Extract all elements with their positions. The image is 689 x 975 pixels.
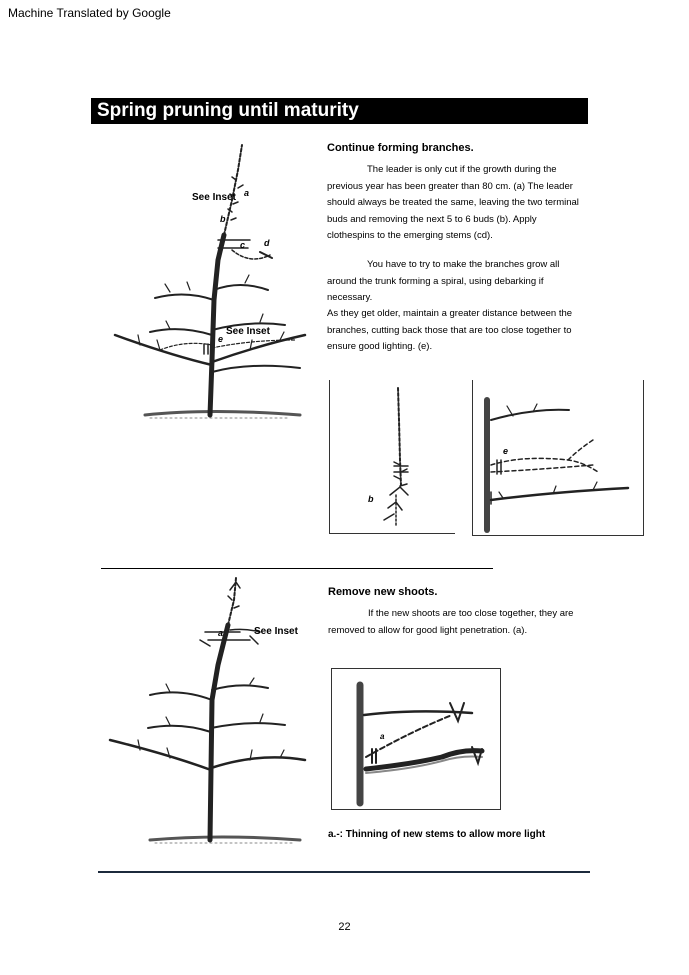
- see-inset-label-mid: See Inset: [226, 326, 270, 337]
- section1-paragraph-3: As they get older, maintain a greater distance between the branches, cutting back those that are too close together to ensure good lighting. (e).: [327, 308, 573, 352]
- section1-paragraph-1: The leader is only cut if the growth during the previous year has been greater than 80 cm. (a) The leader should always be treated the same, leaving the two terminal buds and removing the next 5 to 6 buds (b). Apply clothespins to the emerging stems (cd).: [327, 164, 579, 241]
- section2-paragraph-1: If the new shoots are too close together, they are removed to allow for good light penetration. (a).: [328, 608, 574, 636]
- label-d: d: [264, 238, 270, 248]
- inset-leader-buds: [329, 380, 455, 534]
- label-c: c: [240, 240, 246, 250]
- machine-translation-note: Machine Translated by Google: [8, 6, 171, 20]
- section1-paragraph-2: You have to try to make the branches grow all around the trunk forming a spiral, using debarking if necessary.: [327, 259, 560, 303]
- tree-figure-remove-shoots: [100, 570, 320, 845]
- inset-right-label-e: e: [503, 446, 509, 456]
- inset-left-label-b: b: [368, 494, 374, 504]
- label-e1: e: [218, 334, 224, 344]
- inset-branch-spacing: [472, 380, 644, 536]
- see-inset-label-top: See Inset: [192, 192, 236, 203]
- inset-s2-label-a: a: [380, 732, 385, 741]
- page-number: 22: [338, 921, 351, 933]
- section2-caption: a.-: Thinning of new stems to allow more light: [328, 829, 546, 840]
- label-b: b: [220, 214, 226, 224]
- tree-figure-forming-branches: [100, 140, 320, 425]
- label-a: a: [244, 188, 250, 198]
- section2-heading: Remove new shoots.: [328, 586, 438, 598]
- section1-heading: Continue forming branches.: [327, 142, 474, 154]
- see-inset-label-s2: See Inset: [254, 626, 298, 637]
- inset-thinning-stems: [331, 668, 501, 810]
- footer-rule: [98, 871, 590, 873]
- label-a-s2: a: [218, 628, 224, 638]
- section-title: Spring pruning until maturity: [91, 98, 588, 124]
- section-divider: [101, 568, 493, 569]
